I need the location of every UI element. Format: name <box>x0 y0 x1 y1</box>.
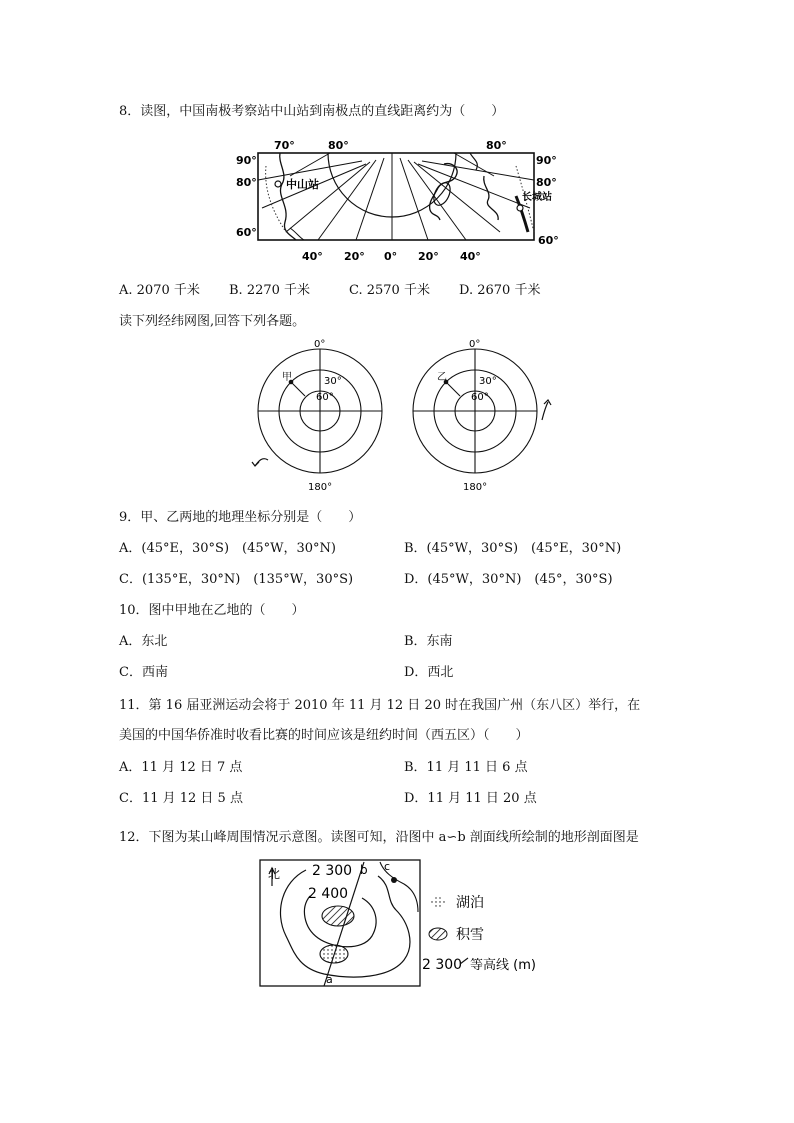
changcheng-station-marker <box>517 205 523 211</box>
point-c-marker <box>391 877 397 883</box>
map-bottom-label: 0° <box>384 250 398 263</box>
map-legend <box>422 895 536 973</box>
legend-lake-label: 湖泊 <box>456 895 484 911</box>
legend-contour-label: 等高线 (m) <box>470 958 536 973</box>
q11-option-d: D．11 月 11 日 20 点 <box>404 791 537 806</box>
place-jia-label: 甲 <box>282 372 292 383</box>
changcheng-station-label: 长城站 <box>522 192 552 203</box>
polar-graticule-right <box>413 339 551 493</box>
q8-option-d: D. 2670 千米 <box>459 283 541 298</box>
section-intro: 读下列经纬网图,回答下列各题。 <box>119 314 306 329</box>
mountain-contour-figure <box>258 856 538 991</box>
q10-option-d: D．西北 <box>404 665 454 680</box>
map-bottom-label: 20° <box>418 250 439 263</box>
q10-option-b: B．东南 <box>404 634 453 649</box>
contour-2400-label: 2 400 <box>308 886 349 902</box>
q11-option-c: C．11 月 12 日 5 点 <box>119 791 243 806</box>
q11-stem-line1: 11．第 16 届亚洲运动会将于 2010 年 11 月 12 日 20 时在我国广州（东八区）举行，在 <box>119 698 641 713</box>
rotation-arrow-icon <box>542 402 548 420</box>
q9-option-c: C．(135°E，30°N) (135°W，30°S) <box>119 572 354 587</box>
q10-option-c: C．西南 <box>119 665 168 680</box>
zhongshan-station-marker <box>275 181 281 187</box>
q8-stem: 8．读图，中国南极考察站中山站到南极点的直线距离约为（ ） <box>119 104 505 119</box>
map-left-label: 90° <box>236 154 257 167</box>
q8-option-a: A. 2070 千米 <box>119 283 200 298</box>
q8-option-c: C. 2570 千米 <box>349 283 430 298</box>
point-a-label: a <box>326 973 333 986</box>
left-meridian-0-label: 0° <box>314 339 326 350</box>
q12-stem: 12．下图为某山峰周围情况示意图。读图可知，沿图中 a∽b 剖面线所绘制的地形剖面图是 <box>119 830 639 845</box>
lake-legend-icon <box>431 897 445 907</box>
polar-graticule-left <box>252 339 382 493</box>
map-left-label: 60° <box>236 226 257 239</box>
point-b-label: b <box>360 863 368 877</box>
snow-legend-icon <box>429 928 447 940</box>
q10-option-a: A．东北 <box>119 634 168 649</box>
q9-stem: 9．甲、乙两地的地理坐标分别是（ ） <box>119 510 362 525</box>
map-right-label: 90° <box>536 154 557 167</box>
antarctic-map-figure <box>230 136 560 266</box>
right-meridian-180-label: 180° <box>463 482 488 493</box>
rotation-arrow-icon <box>255 459 268 466</box>
right-meridian-0-label: 0° <box>469 339 481 350</box>
map-right-label: 60° <box>538 234 559 247</box>
mountain-contour-map <box>260 860 420 986</box>
contour-2300-label: 2 300 <box>312 863 353 879</box>
left-lat30-label: 30° <box>324 376 342 387</box>
antarctic-map <box>236 139 559 263</box>
map-left-label: 80° <box>236 176 257 189</box>
right-lat30-label: 30° <box>479 376 497 387</box>
q10-stem: 10．图中甲地在乙地的（ ） <box>119 603 305 618</box>
map-bottom-label: 20° <box>344 250 365 263</box>
north-label: 北 <box>268 867 281 881</box>
map-bottom-label: 40° <box>460 250 481 263</box>
zhongshan-station-label: 中山站 <box>286 178 319 191</box>
map-right-label: 80° <box>536 176 557 189</box>
q9-option-d: D．(45°W，30°N) (45°，30°S) <box>404 572 613 587</box>
map-bottom-label: 40° <box>302 250 323 263</box>
legend-contour-value: 2 300 <box>422 957 463 973</box>
map-top-label: 70° <box>274 139 295 152</box>
left-meridian-180-label: 180° <box>308 482 333 493</box>
q9-option-b: B．(45°W，30°S) (45°E，30°N) <box>404 541 622 556</box>
polar-graticule-figure <box>240 338 560 498</box>
left-lat60-label: 60° <box>316 392 334 403</box>
map-top-label: 80° <box>328 139 349 152</box>
map-top-label: 80° <box>486 139 507 152</box>
place-yi-label: 乙 <box>437 372 447 383</box>
q11-option-b: B．11 月 11 日 6 点 <box>404 760 528 775</box>
q11-stem-line2: 美国的中国华侨准时收看比赛的时间应该是纽约时间（西五区）（ ） <box>119 728 529 743</box>
legend-snow-label: 积雪 <box>456 927 484 943</box>
q8-option-b: B. 2270 千米 <box>229 283 311 298</box>
point-c-label: c <box>384 860 391 873</box>
right-lat60-label: 60° <box>471 392 489 403</box>
q9-option-a: A．(45°E，30°S) (45°W，30°N) <box>119 541 336 556</box>
q11-option-a: A．11 月 12 日 7 点 <box>119 760 243 775</box>
